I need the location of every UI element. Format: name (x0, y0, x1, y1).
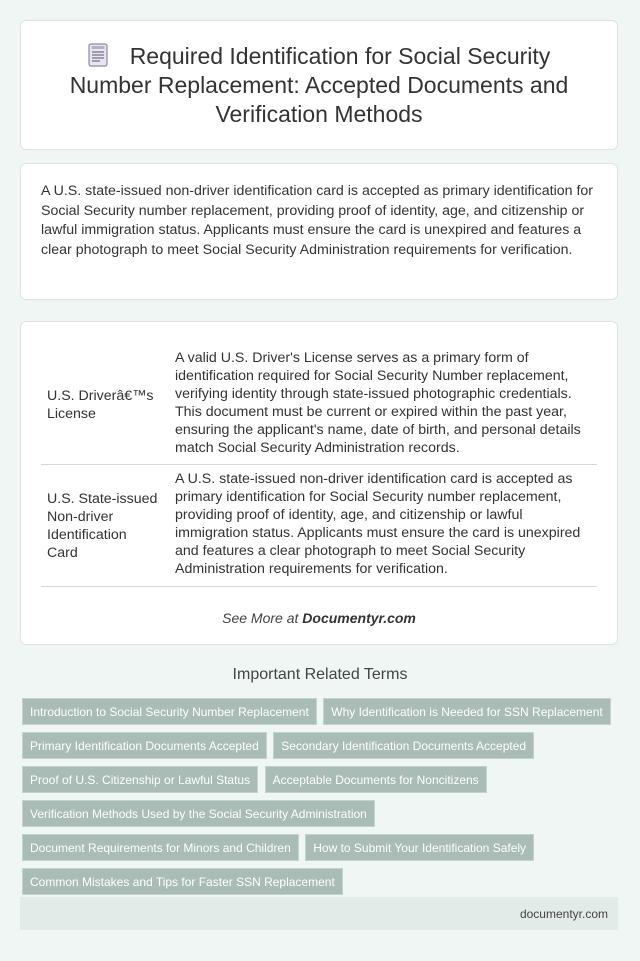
document-description-cell: A valid U.S. Driver's License serves as a primary form of identification required for Social Security Number replacement, verifying identity through state-issued photographic credentials. This document must be current or expired within the past year, ensuring the applicant's name, date of birth, and personal details match Social Security Administration records. (169, 346, 597, 465)
title-card (20, 20, 618, 150)
related-term-tag[interactable]: Common Mistakes and Tips for Faster SSN Replacement (22, 868, 343, 895)
related-term-tag[interactable]: How to Submit Your Identification Safely (305, 834, 534, 861)
footer (20, 897, 618, 930)
related-term-tag[interactable]: Document Requirements for Minors and Children (22, 834, 299, 861)
documents-table (41, 346, 597, 587)
related-term-tag[interactable]: Primary Identification Documents Accepted (22, 732, 267, 759)
see-more-site: Documentyr.com (302, 610, 416, 626)
document-type-cell: U.S. Driverâ€™s License (41, 346, 169, 465)
summary-card (20, 163, 618, 300)
related-term-tag[interactable]: Introduction to Social Security Number Replacement (22, 698, 317, 725)
related-term-tag[interactable]: Verification Methods Used by the Social Security Administration (22, 800, 375, 827)
see-more-link[interactable] (41, 610, 597, 626)
footer-site-link[interactable]: documentyr.com (519, 906, 608, 921)
related-term-tag[interactable]: Secondary Identification Documents Accepted (273, 732, 534, 759)
documents-table-card (20, 321, 618, 645)
document-type-cell: U.S. State-issued Non-driver Identification Card (41, 465, 169, 587)
page-title-text: Required Identification for Social Security Number Replacement: Accepted Documents and Verification Methods (69, 42, 569, 127)
related-term-tag[interactable]: Proof of U.S. Citizenship or Lawful Status (22, 766, 258, 793)
related-term-tag[interactable]: Acceptable Documents for Noncitizens (265, 766, 487, 793)
document-icon (88, 43, 108, 67)
related-terms-list (22, 698, 622, 902)
table-row (41, 465, 597, 587)
related-term-tag[interactable]: Why Identification is Needed for SSN Replacement (323, 698, 610, 725)
related-terms-heading: Important Related Terms (232, 666, 408, 683)
summary-text: A U.S. state-issued non-driver identification card is accepted as primary identification for Social Security number replacement, providing proof of identity, age, and citizenship or lawful immigration status. Applicants must ensure the card is unexpired and features a clear photograph to meet Social Security Administration requirements for verification. (41, 183, 593, 258)
document-description-cell: A U.S. state-issued non-driver identification card is accepted as primary identification for Social Security number replacement, providing proof of identity, age, and citizenship or lawful immigration status. Applicants must ensure the card is unexpired and features a clear photograph to meet Social Security Administration requirements for verification. (169, 465, 597, 587)
see-more-prefix: See More at (222, 610, 303, 626)
page-title (51, 42, 587, 129)
table-row (41, 346, 597, 465)
